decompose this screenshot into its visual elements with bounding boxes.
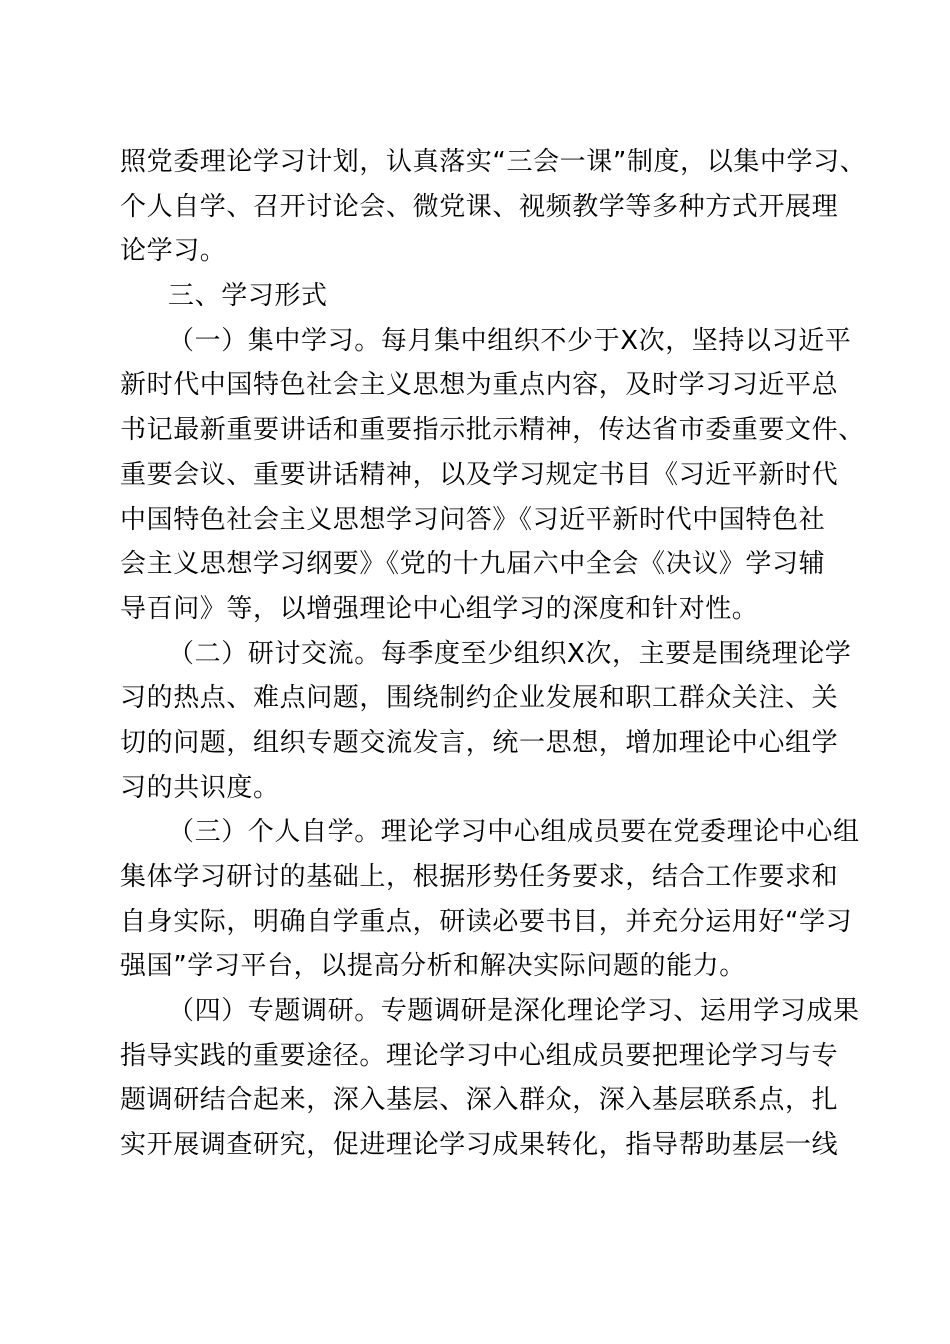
text-line: 新时代中国特色社会主义思想为重点内容，及时学习习近平总: [120, 370, 839, 401]
section-heading: 三、学习形式: [168, 281, 328, 312]
text-line: 习的共识度。: [120, 772, 280, 803]
text-line: 切的问题，组织专题交流发言，统一思想，增加理论中心组学: [120, 727, 839, 758]
text-line: 导百问》等，以增强理论中心组学习的深度和针对性。: [120, 593, 759, 624]
text-line: 书记最新重要讲话和重要指示批示精神，传达省市委重要文件、: [120, 415, 865, 446]
text-line: （四）专题调研。专题调研是深化理论学习、运用学习成果: [168, 996, 860, 1027]
text-line: 题调研结合起来，深入基层、深入群众，深入基层联系点，扎: [120, 1085, 839, 1116]
text-line: （二）研讨交流。每季度至少组织X次，主要是围绕理论学: [168, 638, 852, 669]
text-line: （一）集中学习。每月集中组织不少于X次，坚持以习近平: [168, 325, 852, 356]
document-body: [120, 140, 867, 1168]
text-line: 中国特色社会主义思想学习问答》《习近平新时代中国特色社: [120, 504, 826, 535]
text-line: 指导实践的重要途径。理论学习中心组成员要把理论学习与专: [120, 1040, 839, 1071]
text-line: 实开展调查研究，促进理论学习成果转化，指导帮助基层一线: [120, 1130, 839, 1161]
text-line: 论学习。: [120, 236, 227, 267]
text-line: 强国”学习平台，以提高分析和解决实际问题的能力。: [120, 951, 746, 982]
text-line: （三）个人自学。理论学习中心组成员要在党委理论中心组: [168, 817, 860, 848]
text-line: 重要会议、重要讲话精神，以及学习规定书目《习近平新时代: [120, 459, 839, 490]
text-line: 习的热点、难点问题，围绕制约企业发展和职工群众关注、关: [120, 683, 839, 714]
text-line: 自身实际，明确自学重点，研读必要书目，并充分运用好“学习: [120, 906, 853, 937]
text-line: 集体学习研讨的基础上，根据形势任务要求，结合工作要求和: [120, 862, 839, 892]
text-line: 会主义思想学习纲要》《党的十九届六中全会《决议》学习辅: [120, 549, 826, 580]
text-line: 个人自学、召开讨论会、微党课、视频教学等多种方式开展理: [120, 191, 839, 222]
text-line: 照党委理论学习计划，认真落实“三会一课”制度，以集中学习、: [120, 147, 867, 177]
